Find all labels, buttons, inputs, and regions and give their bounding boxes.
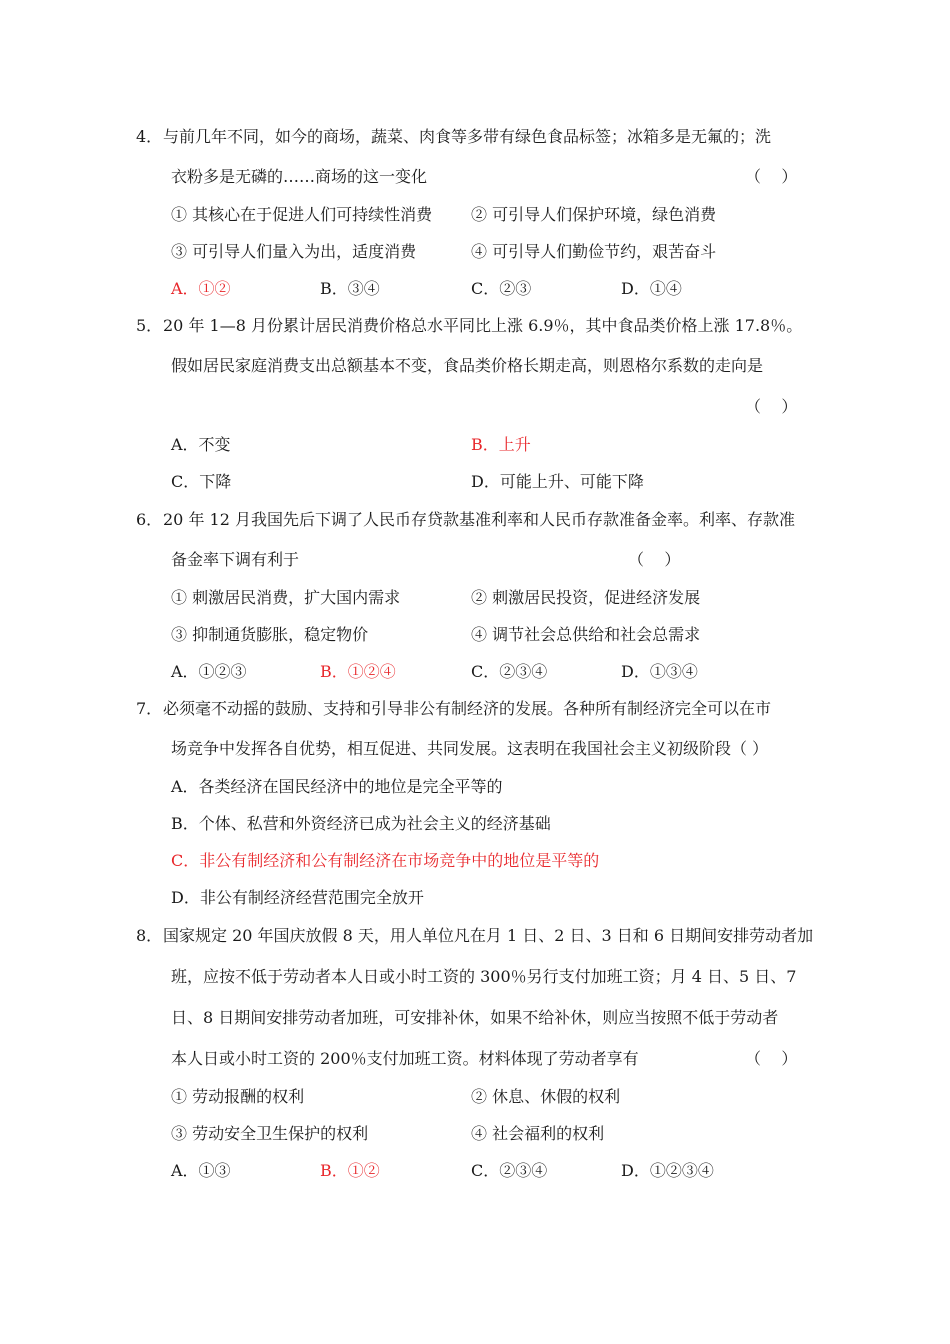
question-number: 5． xyxy=(136,316,163,335)
option-a: A．各类经济在国民经济中的地位是完全平等的 xyxy=(171,777,503,796)
option-d: D．①②③④ xyxy=(621,1161,714,1180)
option-d: D．①③④ xyxy=(621,662,698,681)
question-text-line: 本人日或小时工资的 200％支付加班工资。材料体现了劳动者享有 xyxy=(171,1049,639,1068)
option-d: D．可能上升、可能下降 xyxy=(471,472,644,491)
option-b: B．上升 xyxy=(471,435,531,454)
statement-2: ② 休息、休假的权利 xyxy=(471,1087,621,1106)
question-number: 6． xyxy=(136,510,163,529)
option-d: D．非公有制经济经营范围完全放开 xyxy=(171,888,424,907)
question-text-line: 必须毫不动摇的鼓励、支持和引导非公有制经济的发展。各种所有制经济完全可以在市 xyxy=(163,699,772,718)
statement-2: ② 可引导人们保护环境，绿色消费 xyxy=(471,205,717,224)
statement-4: ④ 调节社会总供给和社会总需求 xyxy=(471,625,701,644)
statement-1: ① 劳动报酬的权利 xyxy=(171,1087,305,1106)
answer-parentheses: （ ） xyxy=(745,397,798,416)
question-text-line: 假如居民家庭消费支出总额基本不变，食品类价格长期走高，则恩格尔系数的走向是 xyxy=(171,356,764,375)
question-number: 4． xyxy=(136,127,163,146)
option-a: A．①③ xyxy=(171,1161,231,1180)
question-text-line: 衣粉多是无磷的……商场的这一变化 xyxy=(171,167,428,186)
answer-parentheses: （ ） xyxy=(628,550,681,569)
statement-3: ③ 劳动安全卫生保护的权利 xyxy=(171,1124,369,1143)
statement-1: ① 其核心在于促进人们可持续性消费 xyxy=(171,205,433,224)
option-c: C．非公有制经济和公有制经济在市场竞争中的地位是平等的 xyxy=(171,851,600,870)
statement-3: ③ 可引导人们量入为出，适度消费 xyxy=(171,242,417,261)
statement-2: ② 刺激居民投资，促进经济发展 xyxy=(471,588,701,607)
option-b: B．个体、私营和外资经济已成为社会主义的经济基础 xyxy=(171,814,551,833)
question-text-line: 国家规定 20 年国庆放假 8 天，用人单位凡在月 1 日、2 日、3 日和 6 日期间安排劳动者加 xyxy=(163,926,814,945)
statement-3: ③ 抑制通货膨胀，稳定物价 xyxy=(171,625,369,644)
question-text-line: 与前几年不同，如今的商场，蔬菜、肉食等多带有绿色食品标签；冰箱多是无氟的；洗 xyxy=(163,127,772,146)
question-text-line: 备金率下调有利于 xyxy=(171,550,300,569)
option-d: D．①④ xyxy=(621,279,682,298)
question-number: 8． xyxy=(136,926,163,945)
question-text-line: 日、8 日期间安排劳动者加班，可安排补休，如果不给补休，则应当按照不低于劳动者 xyxy=(171,1008,779,1027)
option-c: C．②③ xyxy=(471,279,532,298)
option-a: A．不变 xyxy=(171,435,231,454)
statement-4: ④ 可引导人们勤俭节约，艰苦奋斗 xyxy=(471,242,717,261)
option-a: A．①②③ xyxy=(171,662,247,681)
option-c: C．②③④ xyxy=(471,662,548,681)
question-text-line: 班，应按不低于劳动者本人日或小时工资的 300％另行支付加班工资；月 4 日、5 日、7 xyxy=(171,967,797,986)
question-text-line: 场竞争中发挥各自优势，相互促进、共同发展。这表明在我国社会主义初级阶段（ ） xyxy=(171,739,769,758)
option-b: B．③④ xyxy=(320,279,380,298)
question-text-line: 20 年 12 月我国先后下调了人民币存贷款基准利率和人民币存款准备金率。利率、存款准 xyxy=(163,510,795,529)
option-c: C．下降 xyxy=(171,472,232,491)
option-a: A．①② xyxy=(171,279,231,298)
option-c: C．②③④ xyxy=(471,1161,548,1180)
answer-parentheses: （ ） xyxy=(745,1049,798,1068)
question-text-line: 20 年 1—8 月份累计居民消费价格总水平同比上涨 6.9％，其中食品类价格上涨 17.8％。 xyxy=(163,316,803,335)
option-b: B．①②④ xyxy=(320,662,396,681)
statement-4: ④ 社会福利的权利 xyxy=(471,1124,605,1143)
question-number: 7． xyxy=(136,699,163,718)
answer-parentheses: （ ） xyxy=(745,167,798,186)
option-b: B．①② xyxy=(320,1161,380,1180)
statement-1: ① 刺激居民消费，扩大国内需求 xyxy=(171,588,401,607)
